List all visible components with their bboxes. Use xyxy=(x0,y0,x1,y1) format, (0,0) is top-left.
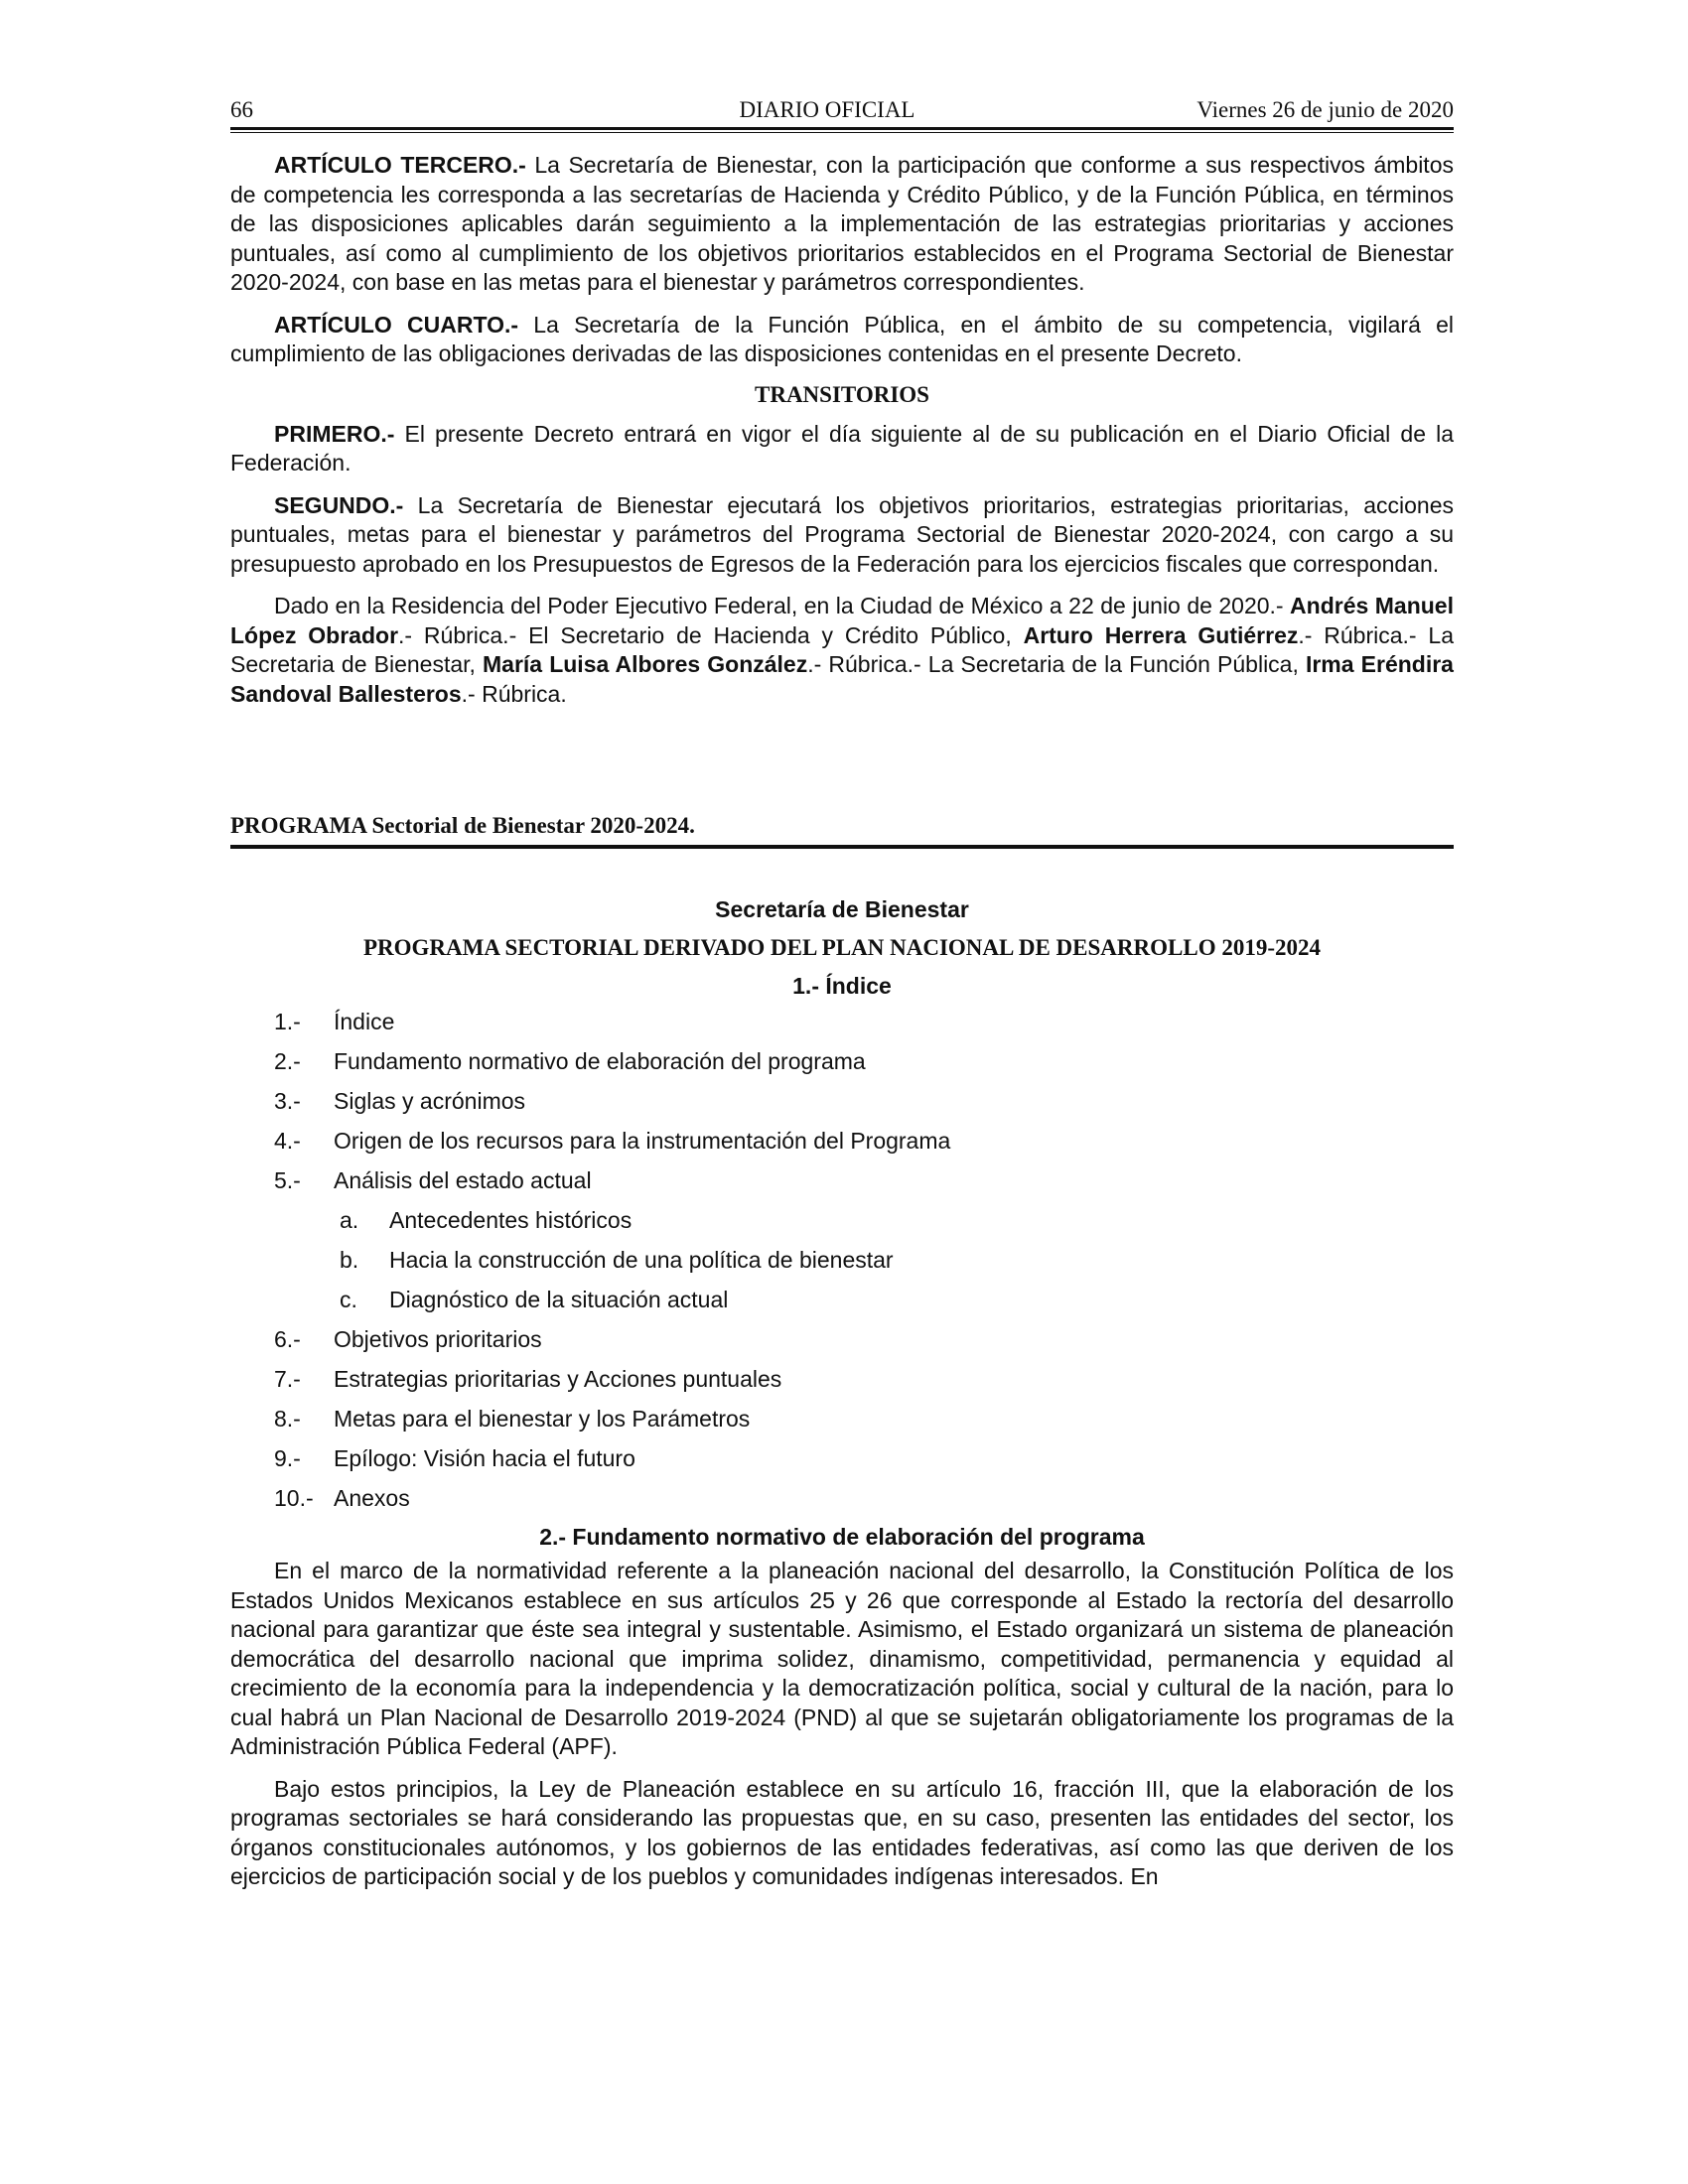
toc-label: Metas para el bienestar y los Parámetros xyxy=(334,1405,751,1432)
toc-label: Origen de los recursos para la instrumentación del Programa xyxy=(334,1127,951,1154)
section2-title: 2.- Fundamento normativo de elaboración del programa xyxy=(539,1524,1145,1550)
toc-item xyxy=(230,1081,1454,1121)
toc-item xyxy=(230,1478,1454,1518)
toc-item xyxy=(230,1319,1454,1359)
toc-subitem xyxy=(230,1200,1454,1240)
article-tercero xyxy=(230,151,1454,298)
toc-number: 9.- xyxy=(274,1444,301,1471)
transitorio-segundo xyxy=(230,491,1454,580)
toc-letter: a. xyxy=(340,1206,359,1233)
toc-number: 6.- xyxy=(274,1325,301,1352)
program-section-label-bold: PROGRAMA xyxy=(230,813,366,838)
index-title: 1.- Índice xyxy=(792,973,892,999)
article-text: La Secretaría de la Función Pública, en el ámbito de su competencia, vigilará el cumplimiento de las obligaciones derivadas de las disposiciones contenidas en el presente Decreto. xyxy=(230,311,1454,366)
toc-item xyxy=(230,1399,1454,1438)
toc-label: Antecedentes históricos xyxy=(389,1206,633,1233)
toc-item xyxy=(230,1160,1454,1200)
toc-subitem xyxy=(230,1280,1454,1319)
signatory-name: Andrés Manuel López Obrador xyxy=(230,593,1454,648)
section2-paragraph: En el marco de la normatividad referente a la planeación nacional del desarrollo, la Constitución Política de los Estados Unidos Mexicanos establece en sus artículos 25 y 26 que corresponde al Estado la rectoría del desarrollo nacional para garantizar que éste sea integral y sustentable. Asimismo, el Estado organizará un sistema de planeación democrática del desarrollo nacional que imprima solidez, dinamismo, competitividad, permanencia y equidad al crecimiento de la economía para la independencia y la democratización política, social y cultural de la nación, para lo cual habrá un Plan Nacional de Desarrollo 2019-2024 (PND) al que se sujetarán obligatoriamente los programas de la Administración Pública Federal (APF). xyxy=(230,1558,1454,1759)
toc-subitem xyxy=(230,1240,1454,1280)
toc-item xyxy=(230,1359,1454,1399)
article-cuarto xyxy=(230,311,1454,369)
signature-text: Dado en la Residencia del Poder Ejecutivo Federal, en la Ciudad de México a 22 de junio de 2020.- xyxy=(274,593,1291,618)
toc-label: Siglas y acrónimos xyxy=(334,1087,526,1114)
toc-item xyxy=(230,1002,1454,1041)
toc-number: 1.- xyxy=(274,1008,301,1034)
toc-label: Diagnóstico de la situación actual xyxy=(389,1286,729,1312)
transitorio-label: SEGUNDO.- xyxy=(274,491,404,518)
signatory-name: Arturo Herrera Gutiérrez xyxy=(1023,621,1299,648)
program-title: PROGRAMA SECTORIAL DERIVADO DEL PLAN NACIONAL DE DESARROLLO 2019-2024 xyxy=(362,935,1321,960)
transitorio-text: El presente Decreto entrará en vigor el día siguiente al de su publicación en el Diario Oficial de la Federación. xyxy=(230,420,1454,476)
program-section-label xyxy=(230,813,1454,843)
secretaria-title: Secretaría de Bienestar xyxy=(715,896,969,922)
toc-label: Epílogo: Visión hacia el futuro xyxy=(334,1444,635,1471)
publication-date: Viernes 26 de junio de 2020 xyxy=(1196,97,1454,122)
toc-label: Estrategias prioritarias y Acciones puntuales xyxy=(334,1365,782,1392)
section2-paragraph: Bajo estos principios, la Ley de Planeación establece en su artículo 16, fracción III, que la elaboración de los programas sectoriales se hará considerando las propuestas que, en su caso, presenten las entidades del sector, los órganos constitucionales autónomos, y los gobiernos de las entidades federativas, así como las que deriven de los ejercicios de participación social y de los pueblos y comunidades indígenas interesados. En xyxy=(230,1775,1454,1889)
program-section-label-rest: Sectorial de Bienestar 2020-2024. xyxy=(365,813,695,838)
page-header xyxy=(230,91,1454,123)
toc-letter: c. xyxy=(340,1286,357,1312)
toc-item xyxy=(230,1041,1454,1081)
toc-item xyxy=(230,1438,1454,1478)
signature-text: .- Rúbrica. xyxy=(461,680,567,707)
signature-text: .- Rúbrica.- La Secretaria de la Función Pública, xyxy=(807,651,1306,677)
toc-number: 10.- xyxy=(274,1484,314,1511)
article-label: ARTÍCULO CUARTO.- xyxy=(274,311,519,338)
toc-number: 4.- xyxy=(274,1127,301,1154)
signature-text: .- Rúbrica.- La Secretaria de Bienestar, xyxy=(230,621,1455,677)
article-text: La Secretaría de Bienestar, con la participación que conforme a sus respectivos ámbitos de competencia les corresponda a las secretarías de Hacienda y Crédito Público, y de la Función Pública, en términos de las disposiciones aplicables darán seguimiento a la implementación de las estrategias prioritarias y acciones puntuales, así como al cumplimiento de los objetivos prioritarios establecidos en el Programa Sectorial de Bienestar 2020-2024, con base en las metas para el bienestar y parámetros correspondientes. xyxy=(230,152,1454,295)
article-label: ARTÍCULO TERCERO.- xyxy=(274,152,526,178)
toc-label: Fundamento normativo de elaboración del programa xyxy=(334,1047,866,1074)
transitorio-label: PRIMERO.- xyxy=(274,420,395,447)
toc-number: 2.- xyxy=(274,1047,301,1074)
toc-label: Índice xyxy=(334,1008,395,1034)
toc-number: 8.- xyxy=(274,1405,301,1432)
toc-number: 7.- xyxy=(274,1365,301,1392)
page-number: 66 xyxy=(230,97,253,122)
toc-label: Análisis del estado actual xyxy=(334,1166,592,1193)
toc-item xyxy=(230,1121,1454,1160)
transitorio-text: La Secretaría de Bienestar ejecutará los objetivos prioritarios, estrategias prioritarias, acciones puntuales, metas para el bienestar y parámetros del Programa Sectorial de Bienestar 2020-2024, con cargo a su presupuesto aprobado en los Presupuestos de Egresos de la Federación para los ejercicios fiscales que correspondan. xyxy=(230,491,1454,577)
signature-paragraph xyxy=(230,592,1454,709)
table-of-contents xyxy=(230,1002,1454,1518)
signatory-name: María Luisa Albores González xyxy=(483,651,808,677)
signatory-name: Irma Eréndira Sandoval Ballesteros xyxy=(230,651,1454,707)
toc-label: Hacia la construcción de una política de bienestar xyxy=(389,1246,894,1273)
toc-label: Objetivos prioritarios xyxy=(334,1325,542,1352)
document-page xyxy=(230,91,1454,1905)
toc-number: 5.- xyxy=(274,1166,301,1193)
publication-name: DIARIO OFICIAL xyxy=(739,97,915,122)
toc-number: 3.- xyxy=(274,1087,301,1114)
transitorio-primero xyxy=(230,420,1454,478)
toc-letter: b. xyxy=(340,1246,359,1273)
transitorios-title: TRANSITORIOS xyxy=(755,381,929,407)
toc-label: Anexos xyxy=(334,1484,410,1511)
signature-text: .- Rúbrica.- El Secretario de Hacienda y Crédito Público, xyxy=(398,621,1024,648)
